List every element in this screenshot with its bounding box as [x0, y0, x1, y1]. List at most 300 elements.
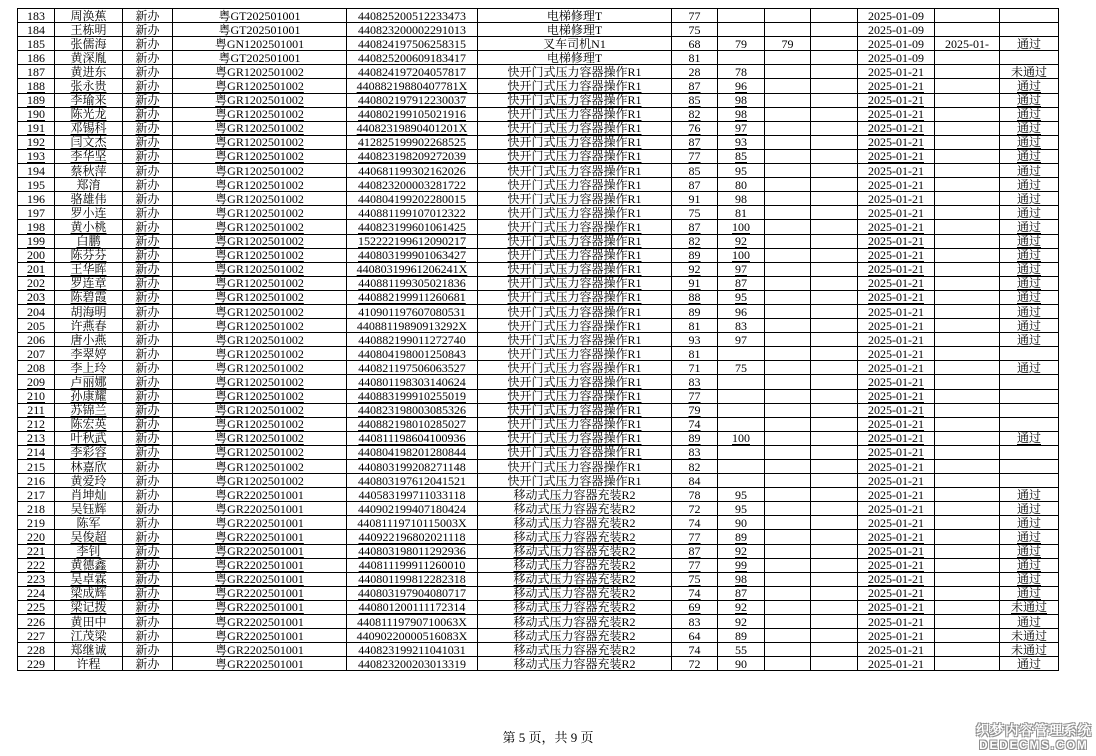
cell-exam-subject: 移动式压力容器充装R2 — [478, 558, 672, 572]
cell-result: 通过 — [1000, 220, 1059, 234]
cell-id-number: 440821197506063527 — [347, 361, 478, 375]
cell-cert-number: 粤GR1202501002 — [173, 234, 347, 248]
cell-exam-subject: 快开门式压力容器操作R1 — [478, 192, 672, 206]
cell-issue-date — [935, 79, 1000, 93]
cell-row-number: 201 — [18, 262, 55, 276]
cell-id-number: 440803199208271148 — [347, 460, 478, 474]
cell-issue-date — [935, 206, 1000, 220]
cell-score-2: 87 — [718, 586, 765, 600]
cell-score-1: 81 — [672, 319, 718, 333]
cell-row-number: 186 — [18, 51, 55, 65]
cell-result: 通过 — [1000, 149, 1059, 163]
cell-blank — [811, 206, 858, 220]
cell-score-2: 92 — [718, 544, 765, 558]
cell-blank — [811, 375, 858, 389]
table-row — [18, 347, 1059, 361]
cell-score-1: 85 — [672, 93, 718, 107]
table-row — [18, 389, 1059, 403]
cell-row-number: 193 — [18, 149, 55, 163]
cell-row-number: 202 — [18, 276, 55, 290]
cell-id-number: 440825200609183417 — [347, 51, 478, 65]
cell-name: 黄进东 — [55, 65, 123, 79]
cell-result: 通过 — [1000, 248, 1059, 262]
cell-result: 通过 — [1000, 516, 1059, 530]
cell-issue-date — [935, 149, 1000, 163]
cell-blank — [811, 600, 858, 614]
cell-apply-type: 新办 — [123, 319, 173, 333]
cell-cert-number: 粤GR2202501001 — [173, 516, 347, 530]
cell-score-1: 77 — [672, 530, 718, 544]
table-row — [18, 431, 1059, 445]
cell-result — [1000, 403, 1059, 417]
cell-name: 张儒海 — [55, 37, 123, 51]
cell-row-number: 222 — [18, 558, 55, 572]
cell-score-2: 98 — [718, 572, 765, 586]
cell-id-number: 440824197506258315 — [347, 37, 478, 51]
cell-id-number: 152222199612090217 — [347, 234, 478, 248]
cell-exam-date: 2025-01-21 — [858, 375, 935, 389]
cell-issue-date — [935, 544, 1000, 558]
page-number: 第 5 页，共 9 页 — [502, 730, 594, 745]
cell-exam-subject: 快开门式压力容器操作R1 — [478, 389, 672, 403]
cell-row-number: 196 — [18, 192, 55, 206]
cell-cert-number: 粤GR1202501002 — [173, 135, 347, 149]
cell-name: 周涣蕉 — [55, 9, 123, 23]
cell-name: 李翠婷 — [55, 347, 123, 361]
cell-issue-date — [935, 629, 1000, 643]
table-row — [18, 149, 1059, 163]
cell-exam-subject: 快开门式压力容器操作R1 — [478, 149, 672, 163]
cell-name: 林嘉欣 — [55, 460, 123, 474]
cell-exam-date: 2025-01-21 — [858, 558, 935, 572]
cell-score-2 — [718, 389, 765, 403]
cell-exam-date: 2025-01-21 — [858, 234, 935, 248]
cell-exam-subject: 快开门式压力容器操作R1 — [478, 178, 672, 192]
cell-cert-number: 粤GR2202501001 — [173, 643, 347, 657]
cell-score-2: 96 — [718, 79, 765, 93]
cell-blank — [811, 403, 858, 417]
cell-row-number: 215 — [18, 460, 55, 474]
cell-row-number: 209 — [18, 375, 55, 389]
cell-exam-subject: 快开门式压力容器操作R1 — [478, 333, 672, 347]
cell-apply-type: 新办 — [123, 417, 173, 431]
cell-blank — [811, 51, 858, 65]
cell-cert-number: 粤GT202501001 — [173, 51, 347, 65]
cell-blank — [811, 276, 858, 290]
cell-apply-type: 新办 — [123, 586, 173, 600]
cell-blank — [811, 23, 858, 37]
cell-row-number: 190 — [18, 107, 55, 121]
cell-score-2: 97 — [718, 333, 765, 347]
table-row — [18, 319, 1059, 333]
cell-exam-date: 2025-01-21 — [858, 276, 935, 290]
cell-score-3 — [765, 375, 811, 389]
cell-result: 通过 — [1000, 37, 1059, 51]
cell-cert-number: 粤GR1202501002 — [173, 333, 347, 347]
cell-score-1: 71 — [672, 361, 718, 375]
cell-name: 陈宏英 — [55, 417, 123, 431]
cell-id-number: 440811198604100936 — [347, 431, 478, 445]
cell-apply-type: 新办 — [123, 600, 173, 614]
cell-row-number: 211 — [18, 403, 55, 417]
cell-score-1: 68 — [672, 37, 718, 51]
cell-exam-subject: 快开门式压力容器操作R1 — [478, 262, 672, 276]
cell-name: 陈碧霞 — [55, 290, 123, 304]
cell-exam-date: 2025-01-21 — [858, 248, 935, 262]
cell-name: 白鹏 — [55, 234, 123, 248]
cell-result: 通过 — [1000, 290, 1059, 304]
cell-issue-date — [935, 178, 1000, 192]
cell-id-number: 440823200003281722 — [347, 178, 478, 192]
cell-apply-type: 新办 — [123, 474, 173, 488]
cell-blank — [811, 657, 858, 671]
cell-exam-subject: 快开门式压力容器操作R1 — [478, 121, 672, 135]
cell-name: 黄田中 — [55, 615, 123, 629]
table-row — [18, 544, 1059, 558]
cell-exam-date: 2025-01-21 — [858, 629, 935, 643]
cell-result: 通过 — [1000, 79, 1059, 93]
cell-score-2: 85 — [718, 149, 765, 163]
cell-score-2: 81 — [718, 206, 765, 220]
cell-score-3 — [765, 262, 811, 276]
cell-exam-date: 2025-01-21 — [858, 290, 935, 304]
cell-score-3 — [765, 347, 811, 361]
cell-row-number: 224 — [18, 586, 55, 600]
cell-score-3 — [765, 403, 811, 417]
cell-score-2 — [718, 474, 765, 488]
cell-name: 吴钰辉 — [55, 502, 123, 516]
cell-cert-number: 粤GR2202501001 — [173, 572, 347, 586]
cell-result — [1000, 389, 1059, 403]
cell-issue-date — [935, 220, 1000, 234]
cell-score-1: 91 — [672, 276, 718, 290]
cell-exam-subject: 移动式压力容器充装R2 — [478, 600, 672, 614]
cell-exam-subject: 快开门式压力容器操作R1 — [478, 164, 672, 178]
cell-exam-date: 2025-01-21 — [858, 445, 935, 459]
cell-score-3 — [765, 530, 811, 544]
cell-exam-date: 2025-01-09 — [858, 51, 935, 65]
cell-exam-date: 2025-01-21 — [858, 319, 935, 333]
cell-id-number: 44081119710115003X — [347, 516, 478, 530]
cell-name: 邓锡科 — [55, 121, 123, 135]
cell-name: 吴俊超 — [55, 530, 123, 544]
cell-row-number: 225 — [18, 600, 55, 614]
cell-apply-type: 新办 — [123, 149, 173, 163]
cell-apply-type: 新办 — [123, 276, 173, 290]
cell-score-3 — [765, 276, 811, 290]
cell-score-3 — [765, 121, 811, 135]
cell-score-1: 82 — [672, 234, 718, 248]
cell-score-1: 69 — [672, 600, 718, 614]
cell-apply-type: 新办 — [123, 544, 173, 558]
cell-result: 通过 — [1000, 530, 1059, 544]
cell-apply-type: 新办 — [123, 178, 173, 192]
cell-score-2: 83 — [718, 319, 765, 333]
cell-exam-subject: 移动式压力容器充装R2 — [478, 488, 672, 502]
cell-name: 江茂梁 — [55, 629, 123, 643]
cell-issue-date — [935, 586, 1000, 600]
cell-exam-subject: 快开门式压力容器操作R1 — [478, 135, 672, 149]
cell-exam-subject: 移动式压力容器充装R2 — [478, 629, 672, 643]
cell-result: 通过 — [1000, 93, 1059, 107]
cell-exam-date: 2025-01-21 — [858, 262, 935, 276]
cell-id-number: 440823200002291013 — [347, 23, 478, 37]
cell-cert-number: 粤GR1202501002 — [173, 220, 347, 234]
cell-score-2: 80 — [718, 178, 765, 192]
cell-cert-number: 粤GR1202501002 — [173, 460, 347, 474]
cell-id-number: 44090220000516083X — [347, 629, 478, 643]
cell-score-3 — [765, 417, 811, 431]
table-row — [18, 502, 1059, 516]
cell-name: 陈光龙 — [55, 107, 123, 121]
cell-row-number: 220 — [18, 530, 55, 544]
cell-exam-date: 2025-01-09 — [858, 9, 935, 23]
cell-blank — [811, 164, 858, 178]
cell-exam-date: 2025-01-09 — [858, 37, 935, 51]
cell-name: 梁记拨 — [55, 600, 123, 614]
cell-issue-date — [935, 643, 1000, 657]
cell-score-3 — [765, 178, 811, 192]
cell-blank — [811, 121, 858, 135]
cell-result: 未通过 — [1000, 65, 1059, 79]
cell-apply-type: 新办 — [123, 220, 173, 234]
cell-row-number: 208 — [18, 361, 55, 375]
cell-row-number: 187 — [18, 65, 55, 79]
cell-issue-date — [935, 530, 1000, 544]
table-row — [18, 558, 1059, 572]
cell-score-1: 81 — [672, 51, 718, 65]
cell-apply-type: 新办 — [123, 643, 173, 657]
cell-result: 通过 — [1000, 234, 1059, 248]
cell-score-1: 87 — [672, 135, 718, 149]
cell-score-1: 75 — [672, 23, 718, 37]
cell-score-3 — [765, 516, 811, 530]
cell-score-3 — [765, 206, 811, 220]
cell-blank — [811, 474, 858, 488]
cell-score-1: 83 — [672, 615, 718, 629]
cell-score-3 — [765, 389, 811, 403]
cell-apply-type: 新办 — [123, 657, 173, 671]
cell-score-2: 92 — [718, 234, 765, 248]
cell-score-3 — [765, 586, 811, 600]
cell-score-1: 77 — [672, 389, 718, 403]
cell-issue-date — [935, 51, 1000, 65]
table-row — [18, 220, 1059, 234]
cell-exam-subject: 快开门式压力容器操作R1 — [478, 347, 672, 361]
cell-exam-subject: 快开门式压力容器操作R1 — [478, 474, 672, 488]
cell-exam-date: 2025-01-21 — [858, 361, 935, 375]
cell-score-1: 83 — [672, 375, 718, 389]
cell-score-2: 100 — [718, 248, 765, 262]
cell-name: 唐小燕 — [55, 333, 123, 347]
cell-name: 叶秋武 — [55, 431, 123, 445]
cell-exam-subject: 快开门式压力容器操作R1 — [478, 375, 672, 389]
cell-score-3 — [765, 319, 811, 333]
cell-row-number: 185 — [18, 37, 55, 51]
cell-score-1: 93 — [672, 333, 718, 347]
cell-result: 通过 — [1000, 107, 1059, 121]
cell-result — [1000, 445, 1059, 459]
cell-name: 李瑜来 — [55, 93, 123, 107]
cell-cert-number: 粤GR1202501002 — [173, 262, 347, 276]
cell-name: 许程 — [55, 657, 123, 671]
cell-blank — [811, 248, 858, 262]
cell-score-3 — [765, 79, 811, 93]
cell-score-3 — [765, 51, 811, 65]
table-row — [18, 600, 1059, 614]
cell-score-1: 88 — [672, 290, 718, 304]
cell-issue-date — [935, 276, 1000, 290]
cell-score-2: 98 — [718, 192, 765, 206]
cell-blank — [811, 530, 858, 544]
cell-exam-date: 2025-01-21 — [858, 600, 935, 614]
cell-result: 通过 — [1000, 319, 1059, 333]
cell-exam-subject: 快开门式压力容器操作R1 — [478, 403, 672, 417]
cell-issue-date — [935, 375, 1000, 389]
cell-row-number: 204 — [18, 304, 55, 318]
cell-result: 通过 — [1000, 544, 1059, 558]
cell-exam-date: 2025-01-21 — [858, 304, 935, 318]
cell-result: 通过 — [1000, 304, 1059, 318]
cell-exam-subject: 快开门式压力容器操作R1 — [478, 417, 672, 431]
cell-result — [1000, 460, 1059, 474]
cell-row-number: 210 — [18, 389, 55, 403]
cell-cert-number: 粤GR1202501002 — [173, 361, 347, 375]
cell-exam-subject: 快开门式压力容器操作R1 — [478, 304, 672, 318]
cell-exam-date: 2025-01-21 — [858, 502, 935, 516]
cell-cert-number: 粤GR1202501002 — [173, 474, 347, 488]
table-row — [18, 615, 1059, 629]
cell-exam-subject: 快开门式压力容器操作R1 — [478, 107, 672, 121]
cell-cert-number: 粤GR2202501001 — [173, 502, 347, 516]
cell-apply-type: 新办 — [123, 121, 173, 135]
cell-cert-number: 粤GR2202501001 — [173, 530, 347, 544]
table-row — [18, 234, 1059, 248]
cell-apply-type: 新办 — [123, 431, 173, 445]
cell-row-number: 216 — [18, 474, 55, 488]
cell-score-3 — [765, 558, 811, 572]
cell-score-1: 83 — [672, 445, 718, 459]
cell-exam-subject: 快开门式压力容器操作R1 — [478, 65, 672, 79]
cell-name: 吴卓霖 — [55, 572, 123, 586]
cell-issue-date — [935, 445, 1000, 459]
cell-result — [1000, 375, 1059, 389]
cell-exam-date: 2025-01-21 — [858, 643, 935, 657]
cell-apply-type: 新办 — [123, 23, 173, 37]
cell-cert-number: 粤GR1202501002 — [173, 248, 347, 262]
cell-row-number: 212 — [18, 417, 55, 431]
table-row — [18, 164, 1059, 178]
cell-name: 黄爱玲 — [55, 474, 123, 488]
cell-apply-type: 新办 — [123, 304, 173, 318]
cell-result: 通过 — [1000, 178, 1059, 192]
table-row — [18, 629, 1059, 643]
cell-name: 王华晖 — [55, 262, 123, 276]
cell-id-number: 440881199107012322 — [347, 206, 478, 220]
cell-cert-number: 粤GR1202501002 — [173, 121, 347, 135]
cell-score-3 — [765, 600, 811, 614]
cell-id-number: 412825199902268525 — [347, 135, 478, 149]
cell-id-number: 440803197904080717 — [347, 586, 478, 600]
cell-issue-date — [935, 389, 1000, 403]
cell-score-2: 99 — [718, 558, 765, 572]
cell-id-number: 440802197912230037 — [347, 93, 478, 107]
cell-cert-number: 粤GR2202501001 — [173, 488, 347, 502]
cell-score-2: 95 — [718, 502, 765, 516]
cell-score-3 — [765, 460, 811, 474]
table-row — [18, 460, 1059, 474]
cell-issue-date — [935, 23, 1000, 37]
cell-row-number: 183 — [18, 9, 55, 23]
cell-id-number: 440803199901063427 — [347, 248, 478, 262]
cell-issue-date — [935, 474, 1000, 488]
cell-score-2: 90 — [718, 657, 765, 671]
cell-score-1: 74 — [672, 516, 718, 530]
watermark-line2: DEDECMS.COM — [979, 740, 1089, 752]
cell-score-2: 90 — [718, 516, 765, 530]
cell-row-number: 192 — [18, 135, 55, 149]
cell-apply-type: 新办 — [123, 572, 173, 586]
cell-name: 张永贵 — [55, 79, 123, 93]
cell-cert-number: 粤GR1202501002 — [173, 164, 347, 178]
cell-issue-date — [935, 657, 1000, 671]
cell-blank — [811, 417, 858, 431]
cell-score-3 — [765, 220, 811, 234]
cell-score-2: 89 — [718, 530, 765, 544]
cell-exam-date: 2025-01-21 — [858, 220, 935, 234]
cell-score-3 — [765, 107, 811, 121]
cell-score-1: 82 — [672, 460, 718, 474]
cell-blank — [811, 643, 858, 657]
cell-result — [1000, 474, 1059, 488]
cell-exam-date: 2025-01-21 — [858, 403, 935, 417]
cell-exam-subject: 电梯修理T — [478, 9, 672, 23]
cell-result: 通过 — [1000, 488, 1059, 502]
cell-apply-type: 新办 — [123, 530, 173, 544]
cell-blank — [811, 262, 858, 276]
cell-score-3 — [765, 431, 811, 445]
cell-row-number: 194 — [18, 164, 55, 178]
cell-cert-number: 粤GR1202501002 — [173, 403, 347, 417]
cell-issue-date — [935, 431, 1000, 445]
cell-issue-date — [935, 347, 1000, 361]
cell-name: 许燕春 — [55, 319, 123, 333]
cell-exam-date: 2025-01-21 — [858, 135, 935, 149]
cell-score-3 — [765, 304, 811, 318]
cell-exam-subject: 电梯修理T — [478, 23, 672, 37]
cell-result — [1000, 417, 1059, 431]
watermark-line1: 织梦内容管理系统 — [976, 723, 1092, 738]
cell-blank — [811, 488, 858, 502]
cell-exam-date: 2025-01-21 — [858, 615, 935, 629]
cell-blank — [811, 361, 858, 375]
cell-apply-type: 新办 — [123, 206, 173, 220]
cell-row-number: 223 — [18, 572, 55, 586]
cell-id-number: 44088219880407781X — [347, 79, 478, 93]
cell-score-3 — [765, 248, 811, 262]
cell-issue-date — [935, 502, 1000, 516]
cell-score-2: 95 — [718, 290, 765, 304]
cell-issue-date — [935, 304, 1000, 318]
cell-issue-date — [935, 319, 1000, 333]
cell-score-3 — [765, 192, 811, 206]
cell-score-3 — [765, 544, 811, 558]
cell-apply-type: 新办 — [123, 9, 173, 23]
cell-result: 通过 — [1000, 262, 1059, 276]
cell-score-1: 87 — [672, 220, 718, 234]
table-row — [18, 375, 1059, 389]
cell-row-number: 227 — [18, 629, 55, 643]
